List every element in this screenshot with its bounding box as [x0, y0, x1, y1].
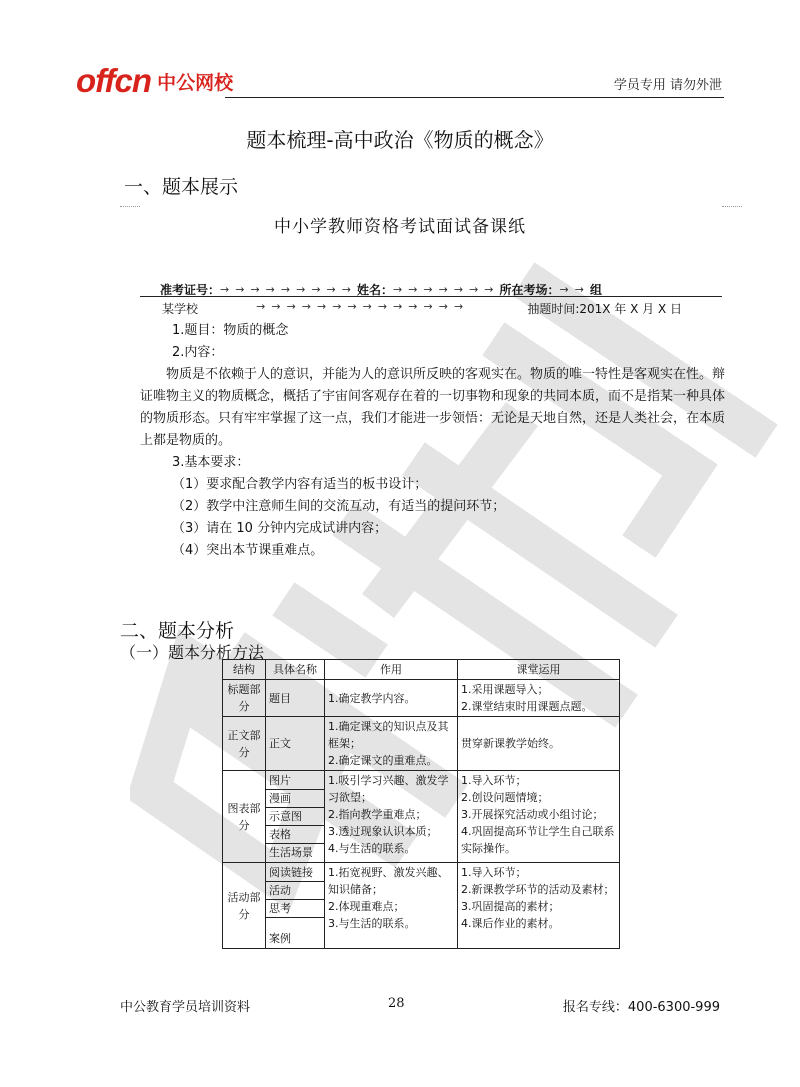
effect-item: 1.确定课文的知识点及其框架；: [328, 720, 449, 750]
table-row: [223, 863, 620, 949]
uses-cell: [458, 863, 620, 949]
effect-item: 1.拓宽视野、激发兴趣、知识储备；: [328, 866, 449, 896]
table-header-row: [223, 660, 620, 680]
names-cell: [266, 717, 325, 771]
name-item: 示意图: [266, 808, 324, 826]
structure-cell: 活动部分: [223, 863, 266, 949]
exam-content: [140, 320, 725, 562]
section-heading-analysis: 二、题本分析: [120, 620, 235, 642]
effects-cell: [325, 717, 458, 771]
table-row: [223, 771, 620, 863]
name-label: 姓名：: [356, 283, 393, 297]
exam-no-label: 准考证号：: [160, 283, 221, 297]
logo-wordmark: offcn: [76, 62, 152, 99]
footer-hotline: 报名专线：400-6300-999: [562, 1000, 720, 1015]
subsection-heading-method: （一）题本分析方法: [120, 643, 265, 662]
name-item: 生活场景: [269, 846, 313, 859]
structure-cell: 图表部分: [223, 771, 266, 863]
name-item: 漫画: [266, 790, 324, 808]
use-item: 4.巩固提高环节让学生自己联系实际操作。: [461, 825, 615, 855]
name-item: 活动: [266, 882, 324, 900]
exam-paper-title: 中小学教师资格考试面试备课纸: [274, 217, 526, 237]
table-row: [223, 717, 620, 771]
tab-marks: →→→→→→→: [392, 283, 500, 296]
uses-cell: [458, 771, 620, 863]
requirement-item: （2）教学中注意师生间的交流互动，有适当的提问环节；: [172, 499, 506, 514]
header-rule: [225, 97, 724, 98]
header-notice: 学员专用 请勿外泄: [613, 78, 722, 93]
effect-item: 3.与生活的联系。: [328, 917, 416, 930]
column-header: 课堂运用: [458, 660, 620, 680]
info-rule: [140, 296, 722, 297]
effect-item: 2.体现重难点；: [328, 900, 405, 913]
effect-item: 2.指向教学重难点；: [328, 808, 427, 821]
tab-marks: →→: [559, 283, 590, 296]
use-item: 2.课堂结束时用课题点题。: [461, 700, 593, 713]
name-item: 题目: [269, 691, 291, 705]
effect-item: 2.确定课文的重难点。: [328, 754, 438, 767]
draw-time: 抽题时间:201X 年 X 月 X 日: [527, 302, 682, 316]
use-item: 2.新课教学环节的活动及素材；: [461, 883, 615, 896]
use-item: 3.巩固提高的素材；: [461, 900, 560, 913]
effects-cell: [325, 680, 458, 717]
column-header: 结构: [223, 660, 266, 680]
name-item: 图片: [266, 772, 324, 790]
logo-chinese-name: 中公网校: [157, 72, 234, 94]
name-item: 阅读链接: [266, 864, 324, 882]
structure-cell: 正文部分: [223, 717, 266, 771]
requirement-item: （3）请在 10 分钟内完成试讲内容；: [172, 521, 388, 536]
uses-cell: [458, 680, 620, 717]
name-item: 思考: [266, 900, 324, 918]
requirements-label: 3.基本要求：: [172, 455, 250, 470]
names-cell: [266, 863, 325, 949]
crop-mark: [120, 206, 140, 207]
use-item: 1.导入环节；: [461, 866, 527, 879]
analysis-table: [222, 659, 620, 949]
structure-cell: 标题部分: [223, 680, 266, 717]
uses-cell: [458, 717, 620, 771]
school-label: 某学校: [162, 302, 199, 316]
effect-item: 1.吸引学习兴趣、激发学习欲望；: [328, 774, 449, 804]
exam-room-label: 所在考场：: [499, 283, 560, 297]
school-time-row: [162, 300, 682, 317]
effects-cell: [325, 863, 458, 949]
crop-mark: [722, 206, 742, 207]
use-item: 1.采用课题导入；: [461, 683, 549, 696]
requirement-item: （4）突出本节课重难点。: [172, 543, 324, 558]
name-item: 表格: [266, 826, 324, 844]
content-label: 2.内容：: [172, 345, 224, 360]
name-item: 案例: [269, 932, 291, 945]
column-header: 作用: [325, 660, 458, 680]
use-item: 贯穿新课教学始终。: [461, 737, 560, 750]
name-item: 正文: [269, 737, 291, 750]
effect-item: 4.与生活的联系。: [328, 842, 416, 855]
table-row: [223, 680, 620, 717]
names-cell: [266, 680, 325, 717]
use-item: 3.开展探究活动或小组讨论；: [461, 808, 604, 821]
names-cell: [266, 771, 325, 863]
effect-item: 3.透过现象认识本质；: [328, 825, 438, 838]
section-heading-display: 一、题本展示: [124, 176, 239, 198]
tab-marks: →→→→→→→→→→→→→→: [256, 300, 470, 313]
brand-logo: [76, 64, 233, 98]
column-header: 具体名称: [266, 660, 325, 680]
effects-cell: [325, 771, 458, 863]
use-item: 2.创设问题情境；: [461, 791, 549, 804]
topic-line: 1.题目：物质的概念: [172, 323, 289, 338]
effect-item: 1.确定教学内容。: [328, 691, 416, 705]
use-item: 1.导入环节；: [461, 774, 527, 787]
footer-publisher: 中公教育学员培训资料: [120, 1000, 251, 1015]
group-label: 组: [589, 283, 602, 297]
use-item: 4.课后作业的素材。: [461, 917, 560, 930]
content-paragraph: 物质是不依赖于人的意识，并能为人的意识所反映的客观实在。物质的唯一特性是客观实在性。辩证唯物主义的物质概念，概括了宇宙间客观存在着的一切事物和现象的共同本质，而不是指某一种具体的物质形态。只有牢牢掌握了这一点，我们才能进一步领悟：无论是天地自然，还是人类社会，在本质上都是物质的。: [140, 367, 726, 448]
document-title: 题本梳理-高中政治《物质的概念》: [246, 128, 554, 152]
requirement-item: （1）要求配合教学内容有适当的板书设计；: [172, 477, 428, 492]
page-number: 28: [388, 996, 405, 1011]
tab-marks: →→→→→→→→→: [220, 283, 357, 296]
